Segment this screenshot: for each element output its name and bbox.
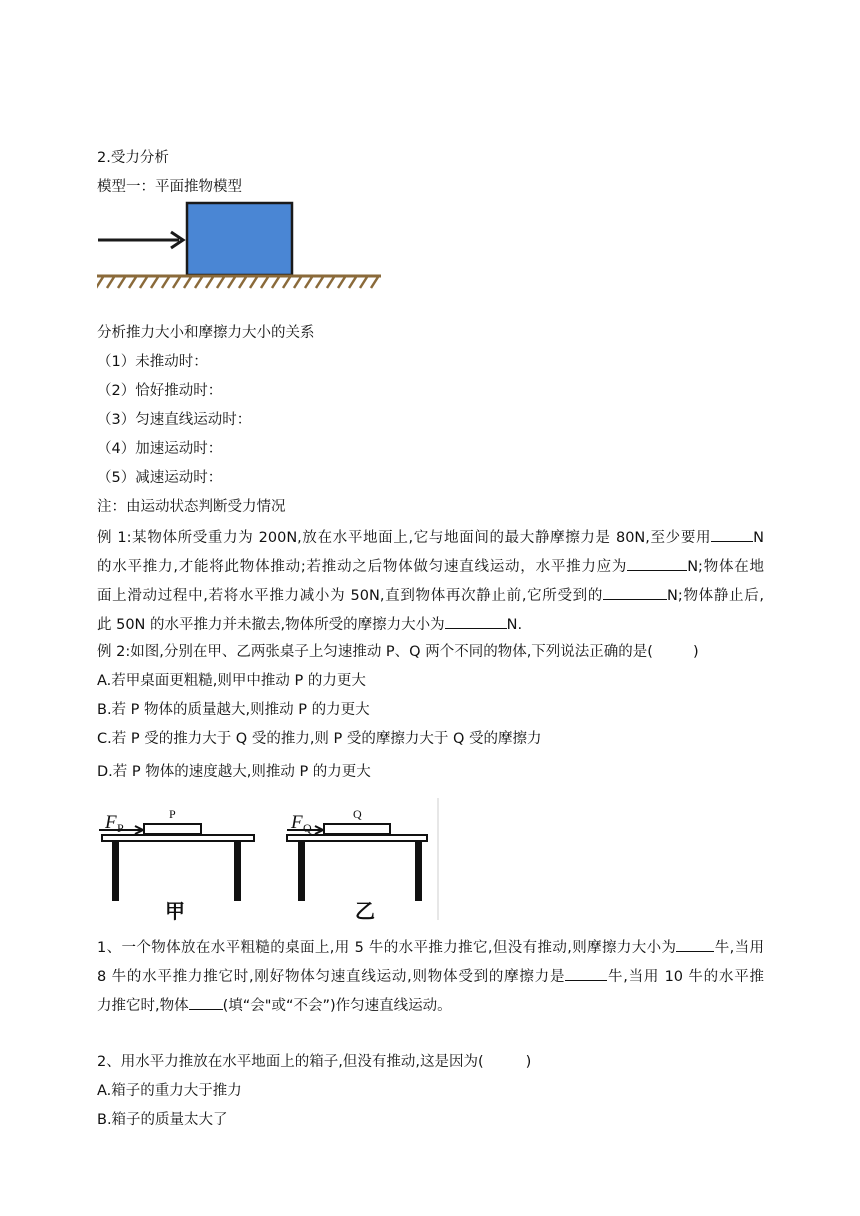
state-2: （2）恰好推动时： [97, 383, 223, 399]
q1-line3: 力推它时,物体 (填“会"或“不会”)作匀速直线运动。 [97, 994, 452, 1016]
q1-line1: 1、一个物体放在水平粗糙的桌面上,用 5 牛的水平推力推它,但没有推动,则摩擦力大小为 牛,当用 [97, 936, 764, 958]
caption-yi: 乙 [355, 899, 375, 922]
hatch-stroke [294, 277, 301, 288]
hatch-stroke [140, 277, 147, 288]
model-title: 模型一：平面推物模型 [97, 179, 242, 195]
answer-blank[interactable] [565, 965, 607, 981]
hatch-stroke [97, 277, 103, 288]
hatch-stroke [228, 277, 235, 288]
hatch-stroke [217, 277, 224, 288]
hatch-stroke [184, 277, 191, 288]
state-1: （1）未推动时： [97, 354, 208, 370]
object-label-q: Q [353, 807, 362, 821]
example1-line4: 此 50N 的水平推力并未撤去,物体所受的摩擦力大小为 N. [97, 613, 522, 635]
hatch-stroke [305, 277, 312, 288]
q1-line2: 8 牛的水平推力推它时,刚好物体匀速直线运动,则物体受到的摩擦力是 牛,当用 10 牛的水平推 [97, 965, 764, 987]
hatch-stroke [327, 277, 334, 288]
q2-option-b: B.箱子的质量太大了 [97, 1112, 228, 1128]
section-title: 2.受力分析 [97, 150, 169, 166]
hatch-stroke [162, 277, 169, 288]
answer-blank[interactable] [445, 613, 507, 629]
answer-blank[interactable] [627, 555, 687, 571]
example1-line2: 的水平推力,才能将此物体推动;若推动之后物体做匀速直线运动，水平推力应为 N;物体在地 [97, 555, 764, 577]
hatch-stroke [349, 277, 356, 288]
hatch-stroke [371, 277, 378, 288]
object-q [324, 824, 390, 834]
hatch-stroke [261, 277, 268, 288]
force-sub-right: Q [303, 821, 312, 835]
hatch-stroke [250, 277, 257, 288]
answer-blank[interactable] [603, 584, 667, 600]
hatch-stroke [206, 277, 213, 288]
hatch-stroke [173, 277, 180, 288]
force-sub-left: P [117, 821, 124, 835]
push-block-diagram [97, 200, 387, 292]
example2-option-c: C.若 P 受的推力大于 Q 受的推力,则 P 受的摩擦力大于 Q 受的摩擦力 [97, 731, 542, 747]
example2-option-d: D.若 P 物体的速度越大,则推动 P 的力更大 [97, 764, 371, 780]
hatch-stroke [118, 277, 125, 288]
two-tables-diagram [97, 798, 442, 922]
caption-jia: 甲 [165, 899, 185, 922]
object-p [144, 824, 201, 834]
answer-blank[interactable] [711, 526, 753, 542]
example2-option-b: B.若 P 物体的质量越大,则推动 P 的力更大 [97, 702, 370, 718]
block [187, 203, 292, 275]
force-label-left: F [105, 812, 117, 833]
force-label-right: F [291, 812, 303, 833]
state-5: （5）减速运动时： [97, 470, 223, 486]
example2-stem: 例 2:如图,分别在甲、乙两张桌子上匀速推动 P、Q 两个不同的物体,下列说法正确的是( ) [97, 644, 699, 660]
state-3: （3）匀速直线运动时： [97, 412, 252, 428]
example2-option-a: A.若甲桌面更粗糙,则甲中推动 P 的力更大 [97, 673, 366, 689]
example1-line1: 例 1:某物体所受重力为 200N,放在水平地面上,它与地面间的最大静摩擦力是 80N,至少要用 N [97, 526, 764, 548]
hatch-stroke [283, 277, 290, 288]
ground-hatch [97, 277, 378, 288]
example1-line3: 面上滑动过程中,若将水平推力减小为 50N,直到物体再次静止前,它所受到的 N;物体静止后, [97, 584, 764, 606]
state-4: （4）加速运动时： [97, 441, 223, 457]
note: 注：由运动状态判断受力情况 [97, 499, 286, 515]
hatch-stroke [239, 277, 246, 288]
hatch-stroke [129, 277, 136, 288]
hatch-stroke [316, 277, 323, 288]
table-jia [99, 807, 254, 922]
object-label-p: P [169, 807, 176, 821]
q2-stem: 2、用水平力推放在水平地面上的箱子,但没有推动,这是因为( ) [97, 1054, 532, 1070]
hatch-stroke [195, 277, 202, 288]
hatch-stroke [360, 277, 367, 288]
hatch-stroke [151, 277, 158, 288]
hatch-stroke [338, 277, 345, 288]
answer-blank[interactable] [189, 994, 223, 1010]
analysis-heading: 分析推力大小和摩擦力大小的关系 [97, 325, 315, 341]
hatch-stroke [107, 277, 114, 288]
answer-blank[interactable] [676, 936, 714, 952]
table-yi [287, 807, 427, 922]
hatch-stroke [272, 277, 279, 288]
q2-option-a: A.箱子的重力大于推力 [97, 1083, 242, 1099]
